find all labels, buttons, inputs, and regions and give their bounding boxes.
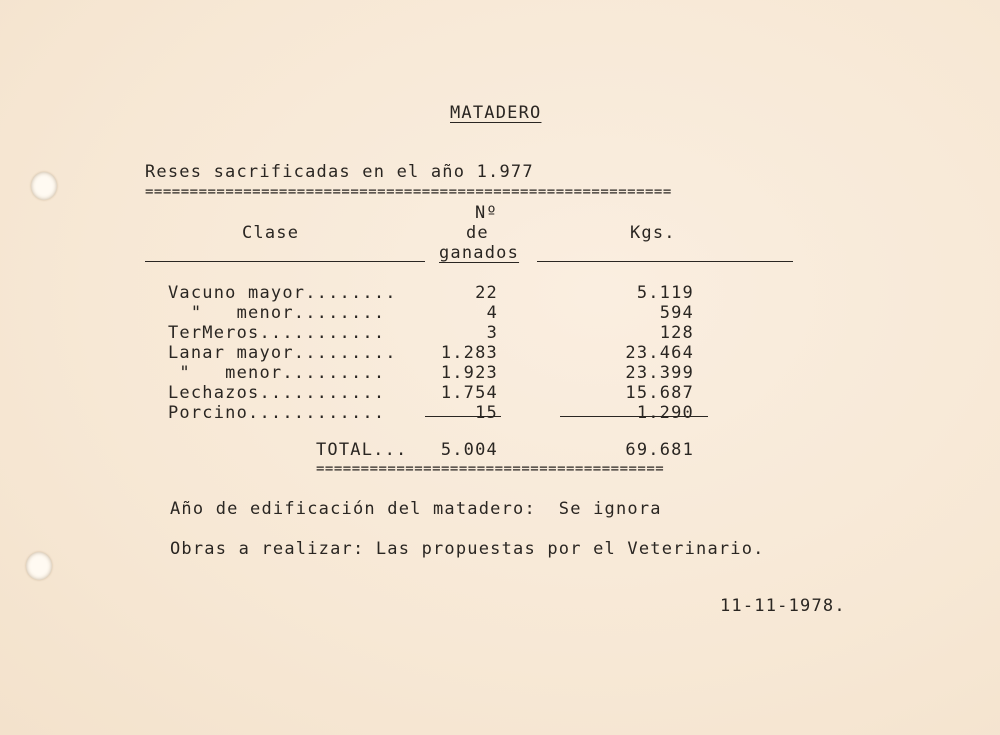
table-row: [0, 403, 1000, 423]
table-row: [0, 283, 1000, 303]
table-body: [0, 283, 1000, 423]
document-title: MATADERO: [450, 103, 542, 123]
row-count: 22: [475, 283, 498, 303]
row-kgs: 1.290: [636, 403, 694, 423]
header-rule-left: [145, 261, 425, 262]
document-subtitle: Reses sacrificadas en el año 1.977: [145, 162, 534, 182]
subtotal-rule-kgs: [560, 416, 708, 417]
row-label: " menor........: [168, 303, 386, 323]
header-kgs: Kgs.: [630, 223, 676, 243]
row-kgs: 594: [659, 303, 694, 323]
row-label: Lechazos...........: [168, 383, 386, 403]
row-count: 1.283: [440, 343, 498, 363]
header-num-line3: ganados: [439, 243, 520, 263]
row-kgs: 128: [659, 323, 694, 343]
header-clase: Clase: [242, 223, 300, 243]
row-kgs: 5.119: [636, 283, 694, 303]
row-label: TerMeros...........: [168, 323, 386, 343]
row-kgs: 23.399: [625, 363, 694, 383]
header-num-line2: de: [466, 223, 489, 243]
table-row: [0, 383, 1000, 403]
works-text: Obras a realizar: Las propuestas por el Veterinario.: [170, 539, 765, 559]
row-count: 1.923: [440, 363, 498, 383]
punch-hole-top: [31, 172, 57, 200]
row-label: Lanar mayor.........: [168, 343, 397, 363]
total-count: 5.004: [440, 440, 498, 460]
row-label: Vacuno mayor........: [168, 283, 397, 303]
row-kgs: 15.687: [625, 383, 694, 403]
row-label: Porcino............: [168, 403, 386, 423]
document-date: 11-11-1978.: [720, 596, 846, 616]
header-rule-right: [537, 261, 793, 262]
row-count: 1.754: [440, 383, 498, 403]
table-row: [0, 343, 1000, 363]
row-kgs: 23.464: [625, 343, 694, 363]
row-count: 4: [486, 303, 498, 323]
punch-hole-bottom: [26, 552, 52, 580]
table-row: [0, 363, 1000, 383]
double-rule: ===========================================================: [145, 184, 672, 200]
table-row: [0, 323, 1000, 343]
row-label: " menor.........: [168, 363, 386, 383]
row-count: 15: [475, 403, 498, 423]
table-row: [0, 303, 1000, 323]
year-built-text: Año de edificación del matadero: Se ignora: [170, 499, 662, 519]
total-double-rule: =======================================: [316, 461, 665, 477]
header-num-line1: Nº: [475, 203, 498, 223]
row-count: 3: [486, 323, 498, 343]
subtotal-rule-count: [425, 416, 501, 417]
total-kgs: 69.681: [625, 440, 694, 460]
total-label: TOTAL...: [316, 440, 408, 460]
